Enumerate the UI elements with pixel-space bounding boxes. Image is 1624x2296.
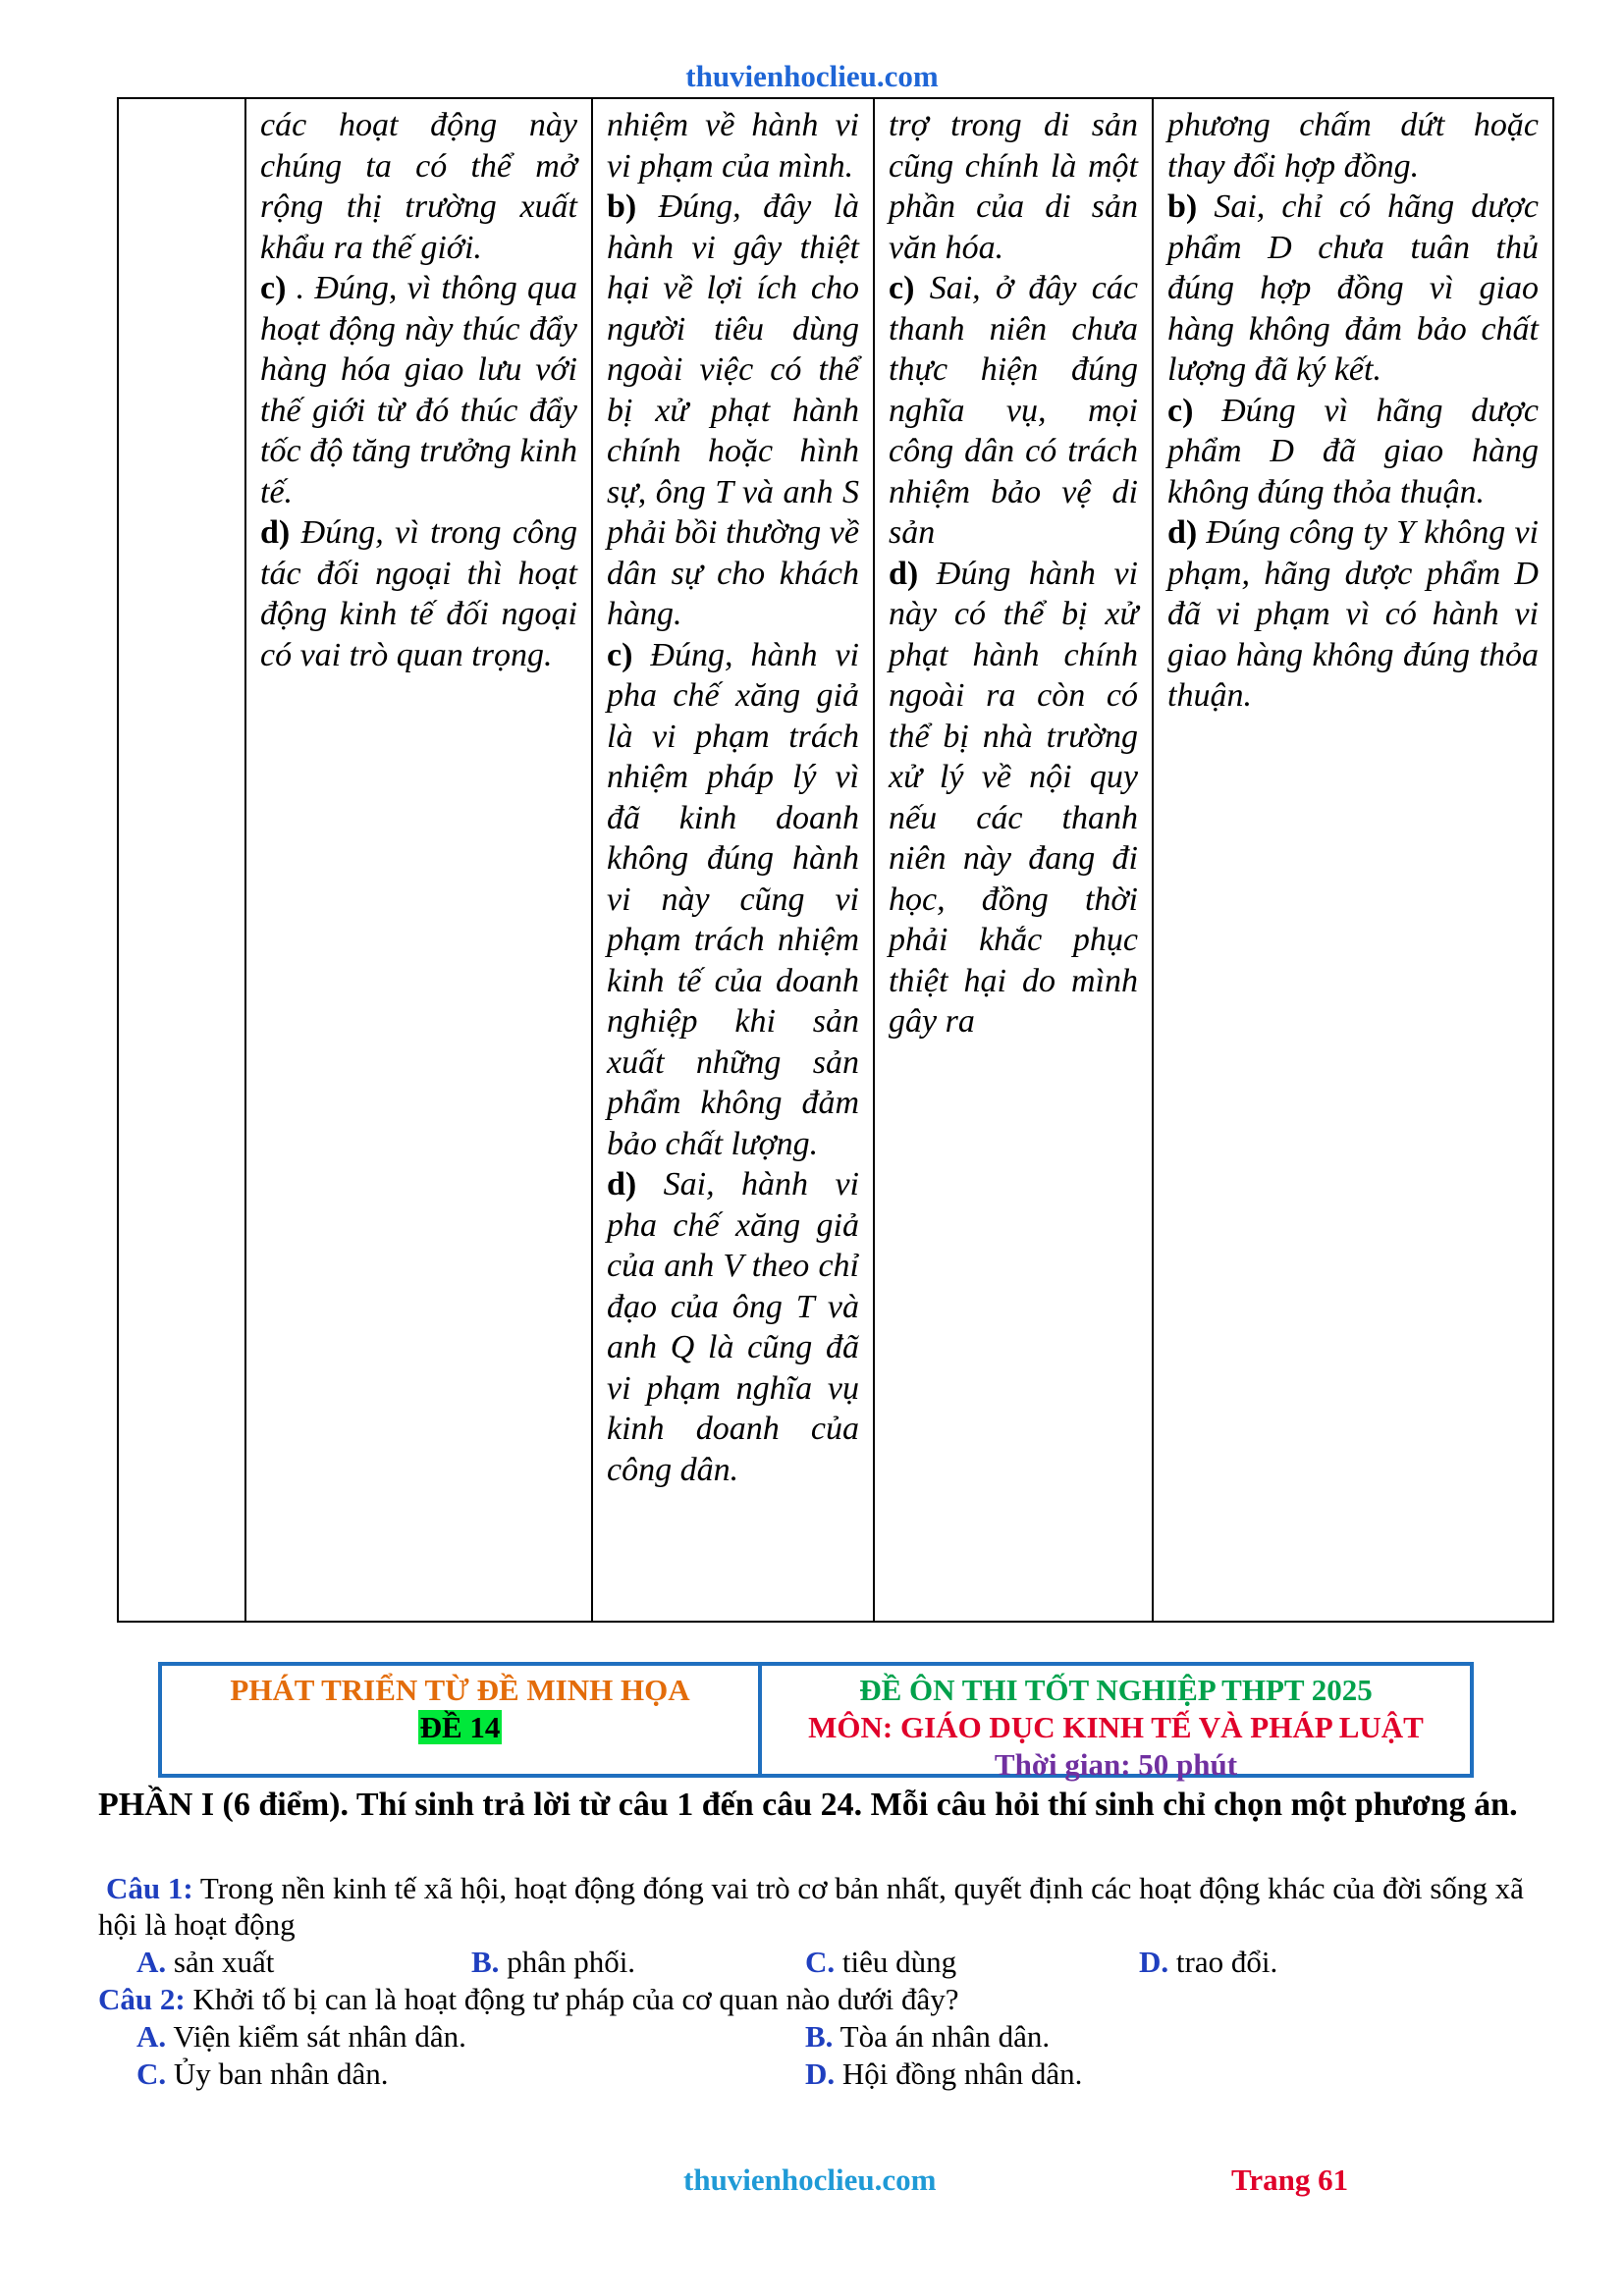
part-title: PHẦN I (6 điểm). Thí sinh trả lời từ câu 1 đến câu 24. Mỗi câu hỏi thí sinh chỉ chọn một phương án.	[98, 1787, 1518, 1823]
site-header[interactable]: thuvienhoclieu.com	[685, 59, 939, 93]
question-2	[98, 1981, 1542, 2017]
q2-option-b[interactable]: B. Tòa án nhân dân.	[805, 2019, 1051, 2054]
answer-paragraph: c) Sai, ở đây các thanh niên chưa thực hiện đúng nghĩa vụ, mọi công dân có trách nhiệm bảo vệ di sản	[889, 270, 1138, 551]
q1-option-b[interactable]: B. phân phối.	[471, 1945, 636, 1979]
question-text: Khởi tố bị can là hoạt động tư pháp của cơ quan nào dưới đây?	[185, 1982, 959, 2016]
exam-subject: MÔN: GIÁO DỤC KINH TẾ VÀ PHÁP LUẬT	[808, 1710, 1424, 1744]
question-label: Câu 2:	[98, 1982, 186, 2016]
answer-paragraph: d) Đúng công ty Y không vi phạm, hãng dược phẩm D đã vi phạm vì có hành vi giao hàng không đúng thỏa thuận.	[1167, 514, 1539, 714]
table-cell-blank	[118, 98, 245, 1622]
q1-option-c[interactable]: C. tiêu dùng	[805, 1945, 957, 1979]
exam-source-title: PHÁT TRIỂN TỪ ĐỀ MINH HỌA	[230, 1673, 690, 1707]
page-number: Trang 61	[1231, 2163, 1349, 2197]
q2-option-d[interactable]: D. Hội đồng nhân dân.	[805, 2056, 1083, 2091]
question-1	[98, 1870, 1542, 1943]
footer-site-link[interactable]: thuvienhoclieu.com	[683, 2163, 937, 2197]
exam-number-label: ĐỀ 14	[419, 1710, 501, 1744]
answer-paragraph: c) Đúng vì hãng dược phẩm D đã giao hàng không đúng thỏa thuận.	[1167, 392, 1539, 510]
answer-paragraph: các hoạt động này chúng ta có thể mở rộng thị trường xuất khẩu ra thế giới.	[260, 107, 577, 266]
answer-table	[117, 97, 1554, 1623]
exam-source-panel	[162, 1666, 762, 1774]
answer-paragraph: b) Đúng, đây là hành vi gây thiệt hại về lợi ích cho người tiêu dùng ngoài việc có thể bị xử phạt hành chính hoặc hình sự, ông T và anh S phải bồi thường về dân sự cho khách hàng.	[607, 188, 859, 632]
answer-paragraph: d) Sai, hành vi pha chế xăng giả của anh V theo chỉ đạo của ông T và anh Q là cũng đã vi phạm nghĩa vụ kinh doanh của công dân.	[607, 1166, 859, 1488]
table-row	[118, 98, 1553, 1622]
answer-paragraph: c) Đúng, hành vi pha chế xăng giả là vi phạm trách nhiệm pháp lý vì đã kinh doanh không đúng hành vi này cũng vi phạm trách nhiệm kinh tế của doanh nghiệp khi sản xuất những sản phẩm không đảm bảo chất lượng.	[607, 636, 859, 1162]
answer-paragraph: trợ trong di sản cũng chính là một phần của di sản văn hóa.	[889, 107, 1138, 266]
answer-paragraph: d) Đúng hành vi này có thể bị xử phạt hành chính ngoài ra còn có thể bị nhà trường xử lý về nội quy nếu các thanh niên này đang đi học, đồng thời phải khắc phục thiệt hại do mình gây ra	[889, 555, 1138, 1040]
table-cell-answer	[874, 98, 1153, 1622]
table-cell-answer	[592, 98, 874, 1622]
answer-paragraph: d) Đúng, vì trong công tác đối ngoại thì hoạt động kinh tế đối ngoại có vai trò quan trọng.	[260, 514, 577, 673]
exam-duration: Thời gian: 50 phút	[994, 1747, 1238, 1782]
q2-option-c[interactable]: C. Ủy ban nhân dân.	[136, 2056, 389, 2091]
answer-paragraph: phương chấm dứt hoặc thay đổi hợp đồng.	[1167, 107, 1539, 185]
question-text: Trong nền kinh tế xã hội, hoạt động đóng vai trò cơ bản nhất, quyết định các hoạt động khác của đời sống xã hội là hoạt động	[98, 1871, 1524, 1942]
exam-title: ĐỀ ÔN THI TỐT NGHIỆP THPT 2025	[859, 1673, 1373, 1707]
q1-option-a[interactable]: A. sản xuất	[136, 1945, 275, 1979]
q1-option-d[interactable]: D. trao đổi.	[1139, 1945, 1278, 1979]
table-cell-answer	[245, 98, 592, 1622]
q2-option-a[interactable]: A. Viện kiểm sát nhân dân.	[136, 2019, 466, 2054]
answer-paragraph: b) Sai, chỉ có hãng dược phẩm D chưa tuân thủ đúng hợp đồng vì giao hàng không đảm bảo chất lượng đã ký kết.	[1167, 188, 1539, 388]
exam-info-panel	[762, 1666, 1470, 1782]
table-cell-answer	[1153, 98, 1553, 1622]
answer-paragraph: nhiệm về hành vi vi phạm của mình.	[607, 107, 859, 185]
answer-paragraph: c) . Đúng, vì thông qua hoạt động này thúc đẩy hàng hóa giao lưu với thế giới từ đó thúc đẩy tốc độ tăng trưởng kinh tế.	[260, 270, 577, 510]
exam-header-box	[158, 1662, 1474, 1782]
question-label: Câu 1:	[106, 1871, 193, 1905]
exam-number	[162, 1709, 758, 1746]
